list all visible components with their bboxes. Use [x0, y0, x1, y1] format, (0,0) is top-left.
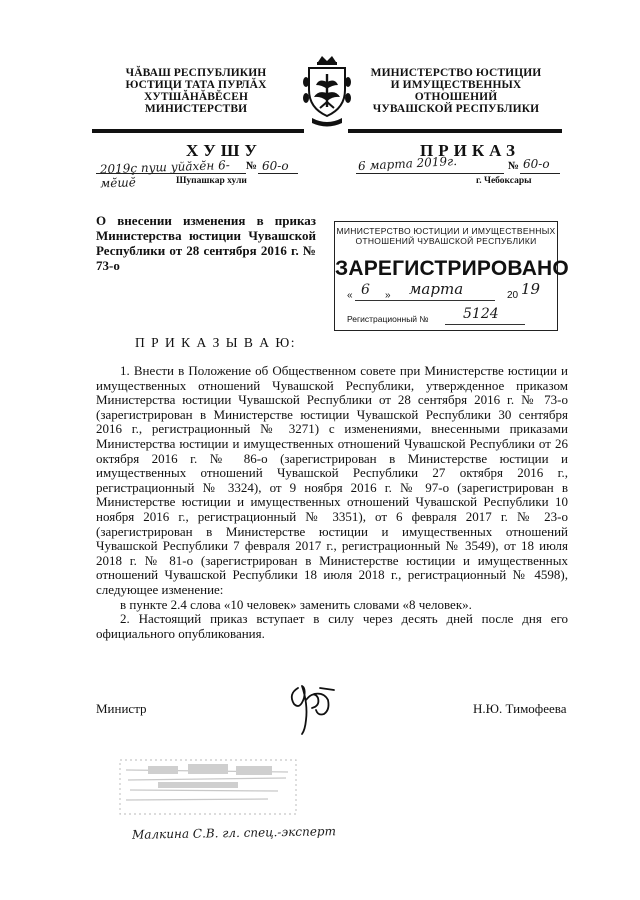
- header-right-line: ЧУВАШСКОЙ РЕСПУБЛИКИ: [372, 103, 540, 115]
- order-date-left: 2019ç пуш уйăхĕн 6-мĕшĕ: [99, 157, 231, 191]
- header-left-org: [96, 67, 296, 115]
- body-paragraph-amendment: в пункте 2.4 слова «10 человек» заменить словами «8 человек».: [120, 596, 472, 612]
- header-left-line: МИНИСТЕРСТВИ: [144, 103, 248, 115]
- header-right-line: МИНИСТЕРСТВО ЮСТИЦИИ: [370, 67, 542, 79]
- stamp-year: 19: [521, 280, 541, 298]
- body-paragraph-2: 2. Настоящий приказ вступает в силу через десять дней после дня его официального опубликования.: [96, 611, 568, 641]
- stamp-org-line2: ОТНОШЕНИЙ ЧУВАШСКОЙ РЕСПУБЛИКИ: [355, 236, 537, 246]
- header-right-line: И ИМУЩЕСТВЕННЫХ: [390, 79, 522, 91]
- header-right-line: ОТНОШЕНИЙ: [414, 91, 498, 103]
- order-title-russian: ПРИКАЗ: [420, 141, 520, 160]
- header-left-line: ЮСТИЦИ ТАТА ПУРЛĂХ: [125, 79, 267, 91]
- header-left-line: ХУТШĂНĂВĔСЕН: [143, 91, 249, 103]
- stamp-status: ЗАРЕГИСТРИРОВАНО: [335, 257, 569, 280]
- number-prefix-right: №: [508, 160, 520, 172]
- header-right-org: [356, 67, 556, 115]
- stamp-reg-number: 5124: [463, 306, 499, 322]
- stamp-date-row: « 6 » марта 20 19: [347, 280, 541, 301]
- order-title-chuvash: ХУШУ: [186, 141, 262, 160]
- date-underline-right: [356, 173, 504, 174]
- header-left-line: ЧĂВАШ РЕСПУБЛИКИН: [125, 67, 267, 79]
- date-underline-left: [96, 173, 246, 174]
- footer-handwritten-note: Малкина С.В. гл. спец.-эксперт: [131, 824, 337, 842]
- stamp-year-prefix: 20: [507, 290, 519, 301]
- signature-image: [284, 680, 344, 736]
- order-number-right: 60-о: [523, 157, 550, 171]
- city-right: г. Чебоксары: [476, 176, 532, 186]
- order-date-right: 6 марта 2019г.: [357, 153, 458, 174]
- header-divider-right: [348, 129, 562, 133]
- order-number-left: 60-о: [262, 159, 289, 173]
- stamp-month: марта: [409, 280, 464, 298]
- header-divider-left: [92, 129, 304, 133]
- body-paragraph-1: 1. Внести в Положение об Общественном совете при Министерстве юстиции и имущественных отношений Чувашской Республики, утвержденное приказом Министерства юстиции Чувашской Республики от 28 сентября 2016 г. № 73-о (зарегистрирован в Министерстве юстиции Чувашской Республики 30 сентября 2016 г., регистрационный № 3271) с изменениями, внесенными приказами Министерства юстиции и имущественных отношений Чувашской Республики от 26 октября 2016 г. № 86-о (зарегистрирован в Министерстве юстиции и имущественных отношений Чувашской Республики 27 октября 2016 г., регистрационный № 3324), от 9 ноября 2016 г. № 97-о (зарегистрирован в Министерстве юстиции и имущественных отношений Чувашской Республики 10 ноября 2016 г., регистрационный № 3351), от 6 февраля 2017 г. № 23-о (зарегистрирован в Министерстве юстиции и имущественных отношений Чувашской Республики 7 февраля 2017 г., регистрационный № 3549), от 18 июля 2018 г. № 81-о (зарегистрирован в Министерстве юстиции и имущественных отношений Чувашской Республики 18 июля 2018 г., регистрационный № 4598), следующее изменение:: [96, 363, 568, 597]
- order-body: [96, 364, 568, 641]
- order-subject: О внесении изменения в приказ Министерства юстиции Чувашской Республики от 28 сентября 2016 г. № 73-о: [96, 213, 316, 273]
- number-prefix-left: №: [246, 160, 258, 172]
- chuvash-emblem-icon: [300, 52, 354, 130]
- stamp-reg-label: Регистрационный №: [347, 314, 429, 324]
- stamp-org-line1: МИНИСТЕРСТВО ЮСТИЦИИ И ИМУЩЕСТВЕННЫХ: [336, 226, 556, 236]
- signatory-name: Н.Ю. Тимофеева: [473, 701, 567, 716]
- signatory-position: Министр: [96, 701, 147, 716]
- order-directive-word: П Р И К А З Ы В А Ю:: [135, 335, 297, 350]
- stamp-reg-row: [347, 306, 547, 326]
- stamp-day: 6: [361, 282, 370, 298]
- number-underline-left: [258, 173, 298, 174]
- number-underline-right: [520, 173, 560, 174]
- city-left: Шупашкар хули: [176, 176, 247, 186]
- registration-stamp: [334, 221, 569, 331]
- faded-stamp: [118, 758, 300, 818]
